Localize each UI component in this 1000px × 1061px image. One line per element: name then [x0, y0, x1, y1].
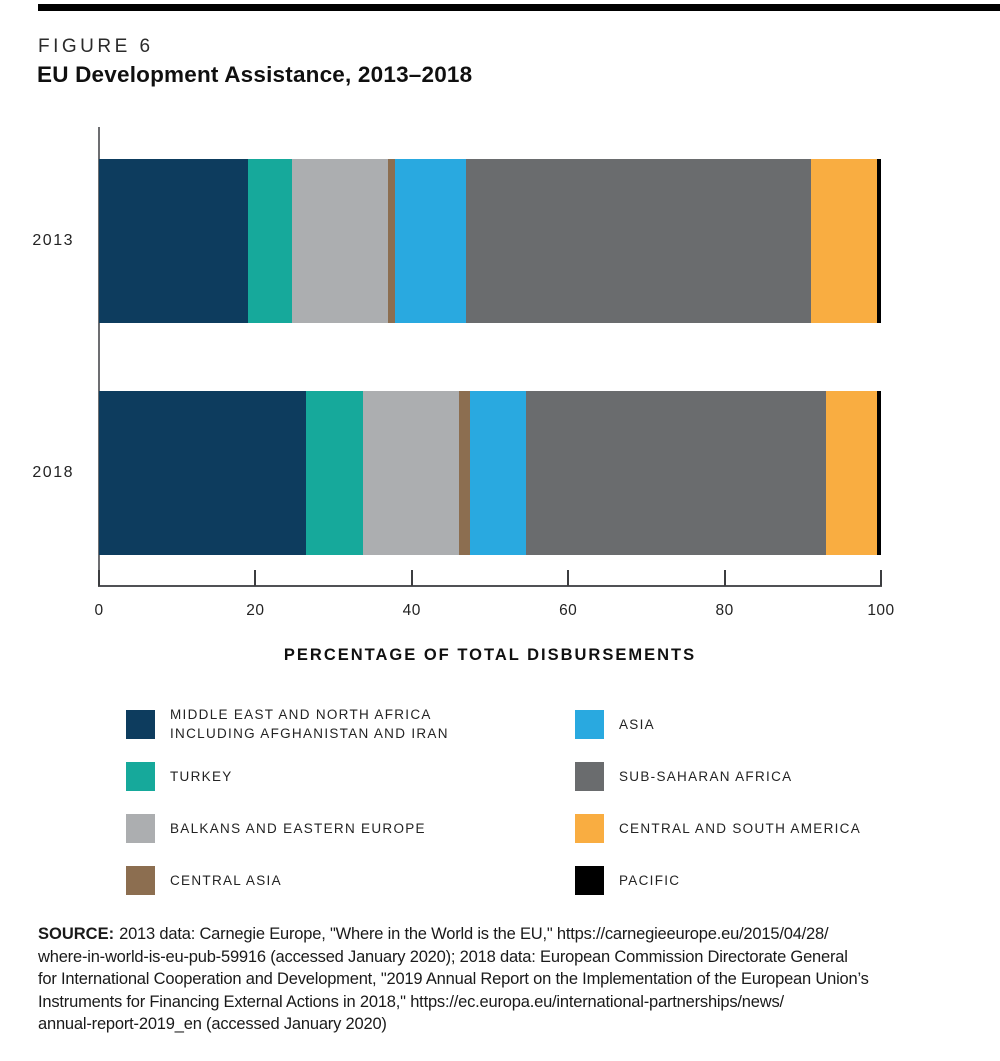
x-axis-tick-label-40: 40 — [402, 602, 421, 619]
legend-item-sub-saharan-africa — [575, 750, 861, 802]
legend-label: PACIFIC — [619, 872, 681, 888]
legend-label: MIDDLE EAST AND NORTH AFRICA INCLUDING AFGHANISTAN AND IRAN — [170, 707, 449, 741]
bar-segment-2018-pacific — [877, 391, 881, 555]
bar-segment-2013-central-asia — [388, 159, 395, 323]
legend-label: CENTRAL AND SOUTH AMERICA — [619, 820, 862, 836]
legend-item-middle-east-and-north-africa — [126, 698, 449, 750]
x-axis-title: PERCENTAGE OF TOTAL DISBURSEMENTS — [283, 646, 697, 664]
legend-item-turkey — [126, 750, 449, 802]
legend-label: SUB-SAHARAN AFRICA — [619, 768, 793, 784]
year-label-2013: 2013 — [32, 232, 74, 249]
legend-column-left — [126, 698, 449, 906]
source-note — [38, 923, 963, 1036]
x-axis-tick-20 — [254, 570, 256, 586]
x-axis-tick-0 — [98, 570, 100, 586]
source-line: Instruments for Financing External Actions in 2018," https://ec.europa.eu/international-partnerships/news/ — [38, 992, 784, 1011]
legend-swatch — [575, 762, 604, 791]
legend-item-balkans-and-eastern-europe — [126, 802, 449, 854]
bar-segment-2013-middle-east-and-north-africa-inc — [99, 159, 248, 323]
figure-label: FIGURE 6 — [38, 36, 154, 57]
source-line: SOURCE: 2013 data: Carnegie Europe, "Where in the World is the EU," https://carnegieeurope.eu/2015/04/28/ — [38, 925, 829, 943]
source-line: where-in-world-is-eu-pub-59916 (accessed January 2020); 2018 data: European Commission Directorate General — [38, 947, 848, 966]
chart-title: EU Development Assistance, 2013–2018 — [37, 62, 473, 87]
x-axis-tick-40 — [411, 570, 413, 586]
legend-swatch — [126, 710, 155, 739]
source-line: for International Cooperation and Development, "2019 Annual Report on the Implementation of the European Union’s — [38, 970, 869, 988]
legend-label: BALKANS AND EASTERN EUROPE — [170, 820, 426, 836]
bar-segment-2018-central-asia — [459, 391, 470, 555]
x-axis-tick-label-60: 60 — [559, 602, 578, 619]
bar-segment-2013-central-and-south-america — [811, 159, 877, 323]
bar-2018 — [99, 391, 881, 555]
source-label: SOURCE: — [38, 925, 115, 943]
x-axis-tick-60 — [567, 570, 569, 586]
legend-item-central-and-south-america — [575, 802, 861, 854]
year-label-2018: 2018 — [32, 464, 74, 481]
legend-label: CENTRAL ASIA — [170, 872, 282, 888]
legend-swatch — [126, 866, 155, 895]
x-axis-tick-100 — [880, 570, 882, 586]
x-axis-tick-label-80: 80 — [715, 602, 734, 619]
legend-item-pacific — [575, 854, 861, 906]
legend-swatch — [575, 710, 604, 739]
x-axis-tick-80 — [724, 570, 726, 586]
bar-segment-2013-turkey — [248, 159, 293, 323]
legend-swatch — [126, 762, 155, 791]
bar-segment-2018-central-and-south-america — [826, 391, 877, 555]
bar-segment-2013-pacific — [877, 159, 881, 323]
legend-swatch — [575, 814, 604, 843]
legend-item-asia — [575, 698, 861, 750]
bar-segment-2018-sub-saharan-africa — [526, 391, 826, 555]
bar-segment-2013-balkans-and-eastern-europe — [292, 159, 387, 323]
bar-segment-2018-turkey — [306, 391, 363, 555]
legend-column-right — [575, 698, 861, 906]
x-axis-line — [98, 585, 882, 587]
bar-segment-2018-balkans-and-eastern-europe — [363, 391, 458, 555]
x-axis-tick-label-20: 20 — [246, 602, 265, 619]
bar-segment-2018-middle-east-and-north-africa-inc — [99, 391, 306, 555]
bar-segment-2018-asia — [470, 391, 526, 555]
legend-label: ASIA — [619, 716, 655, 732]
bar-2013 — [99, 159, 881, 323]
legend-swatch — [126, 814, 155, 843]
x-axis-tick-label-0: 0 — [94, 602, 104, 619]
legend-label: TURKEY — [170, 768, 233, 784]
legend-swatch — [575, 866, 604, 895]
bar-segment-2013-asia — [395, 159, 466, 323]
x-axis-tick-label-100: 100 — [867, 602, 895, 619]
source-line: annual-report-2019_en (accessed January 2020) — [38, 1015, 387, 1033]
legend-item-central-asia — [126, 854, 449, 906]
bar-segment-2013-sub-saharan-africa — [466, 159, 811, 323]
